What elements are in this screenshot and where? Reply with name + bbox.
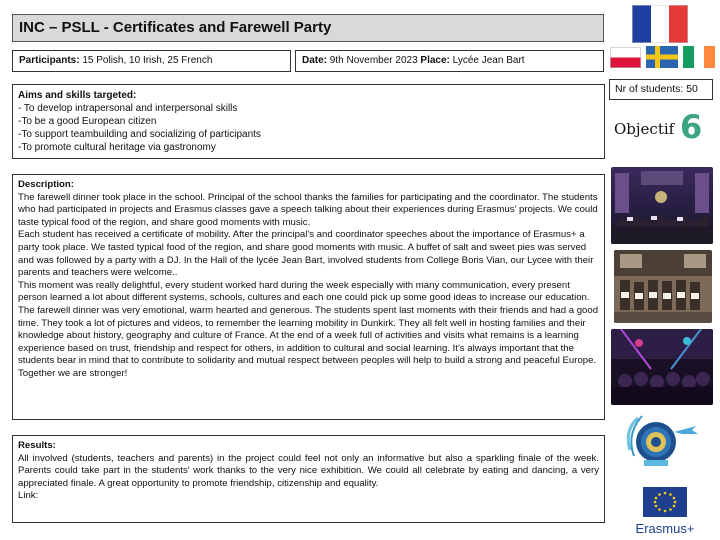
participants-label: Participants: [19, 55, 80, 66]
objectif-word: Objectif [614, 120, 675, 138]
results-text: All involved (students, teachers and parents) in the project could feel not only an informative but also a sparkling finale of the week. Parents could take part in the students' work thanks to the very nice exhibition. We could all celebrate by eating and dancing, a very appreciated finale. A great opportunity to promote friendship, citizenship and equality. [18, 452, 599, 489]
date-label: Date: [302, 55, 328, 66]
description-paragraph: The farewell dinner took place in the school. Principal of the school thanks the families for participating and the coordinator. The students who had participated in projects and Erasmus classes gave a speech talking about their experiences during Erasmus' projects. We could taste typical food of the region, and share good moments with music. [18, 191, 598, 228]
aims-heading: Aims and skills targeted: [18, 90, 137, 101]
aims-item: -To promote cultural heritage via gastronomy [18, 142, 216, 153]
aims-item: -To be a good European citizen [18, 116, 157, 127]
place-label: Place: [420, 55, 450, 66]
participants-value: 15 Polish, 10 Irish, 25 French [79, 55, 213, 66]
description-heading: Description: [18, 179, 74, 190]
students-count-box [609, 79, 713, 100]
dj-party-photo [611, 329, 713, 405]
description-paragraph: The farewell dinner was very emotional, warm hearted and generous. The students spent last moments with their friends and had a good time. They took a lot of pictures and videos, to remember the learning mobility in Dunkirk. They all felt well in hosting families and their knowledge about history, geography and culture of France. At the end of a week full of activities and visits what remains is a learning experience based on trust, friendship and respect for others, in addition to cultural and social learning. It's always important that the students bear in mind that to contribute to solidarity and mutual respect between peoples will help to build a strong and peaceful Europe. Together we are stronger! [18, 304, 599, 379]
aims-item: - To develop intrapersonal and interpersonal skills [18, 103, 238, 114]
flag-sweden [646, 46, 678, 68]
flag-ireland [683, 46, 715, 68]
participants-box [12, 50, 291, 72]
party-photo [611, 167, 713, 244]
description-box [12, 174, 605, 420]
eu-flag-icon [643, 487, 687, 517]
results-heading: Results: [18, 440, 56, 451]
flag-france [632, 5, 688, 43]
erasmus-plus-text: Erasmus+ [635, 521, 695, 536]
students-count: Nr of students: 50 [615, 83, 698, 95]
project-emblem-logo [622, 410, 700, 472]
results-box [12, 435, 605, 523]
date-value: 9th November 2023 [327, 55, 421, 66]
description-paragraph: This moment was really delightful, every student worked hard during the week especially with many communication, every present person learned a lot about different systems, schools, cultures and each one could pick up some good ideas to increase our education. [18, 279, 590, 304]
results-link-label: Link: [18, 490, 39, 502]
flag-poland [610, 47, 641, 68]
page-title [12, 14, 604, 42]
aims-box [12, 84, 605, 159]
certificates-photo [614, 250, 712, 323]
aims-item: -To support teambuilding and socializing of participants [18, 129, 261, 140]
objectif-logo [614, 108, 714, 146]
date-place-box [295, 50, 604, 72]
description-paragraph: Each student has received a certificate of mobility. After the principal's and coordinator speeches about the importance of Erasmus+ a party took place. We tasted typical food of the region, and share good moments with music. A buffet of salt and sweet pies was served and was followed by a party with a DJ. In the Hall of the lycée Jean Bart, involved students from College Boris Vian, our Lycee with their parents and teachers were welcome.. [18, 229, 594, 279]
objectif-number: 6 [680, 108, 703, 146]
place-value: Lycée Jean Bart [449, 55, 525, 66]
erasmus-plus-logo [630, 487, 700, 537]
title-text: INC – PSLL - Certificates and Farewell Party [19, 19, 332, 36]
